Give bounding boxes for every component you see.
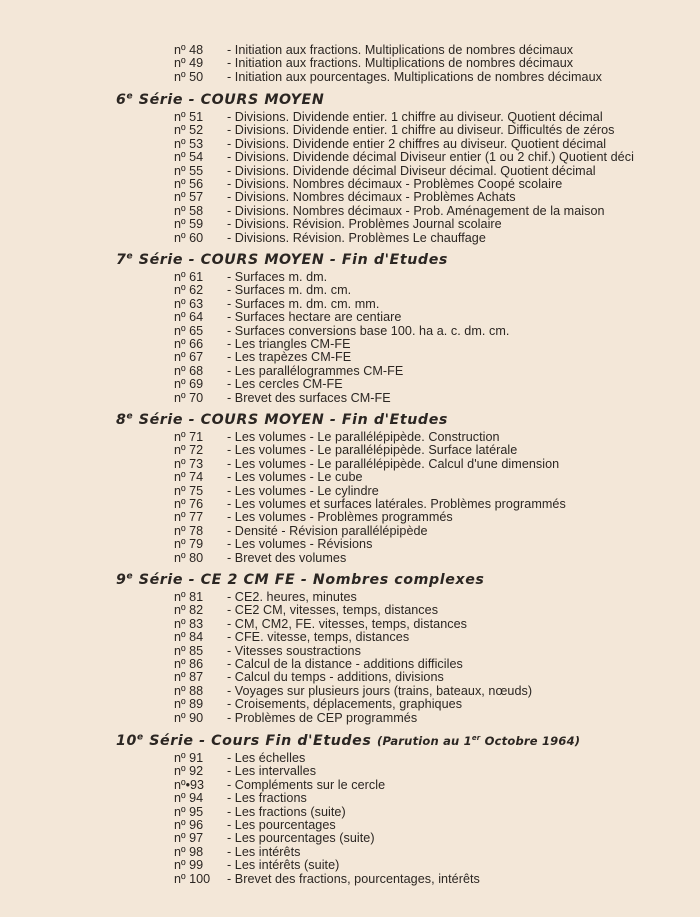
item-number: nº 81 [174,590,204,604]
list-item [0,698,700,711]
item-number: nº 67 [174,350,204,365]
item-number: nº 60 [174,230,204,245]
item-number: nº 68 [174,363,204,378]
list-item [0,311,700,324]
item-number: nº•93 [174,777,205,792]
list-item [0,191,700,204]
series-number: 9 [116,572,127,588]
item-title: - CE2 CM, vitesses, temps, distances [227,603,439,618]
list-item [0,232,700,245]
item-title: - Initiation aux pourcentages. Multiplications de nombres décimaux [227,69,603,84]
list-item [0,752,700,765]
item-number: nº 92 [174,764,204,779]
list-item [0,138,700,151]
item-number: nº 100 [174,871,211,886]
list-item [0,378,700,391]
list-item [0,124,700,137]
item-number: nº 50 [174,69,204,84]
item-title: - Divisions. Révision. Problèmes Journal scolaire [227,217,502,232]
item-number: nº 75 [174,483,204,498]
list-item [0,685,700,698]
item-title: - Surfaces m. dm. cm. mm. [227,296,380,311]
item-title: - Initiation aux fractions. Multiplications de nombres décimaux [227,56,574,71]
item-number: nº 57 [174,190,204,205]
item-number: nº 91 [174,751,204,765]
list-item [0,111,700,124]
list-item [0,591,700,604]
item-title: - Les fractions [227,791,307,806]
series-title: Série - CE 2 CM FE - Nombres complexes [138,572,485,588]
item-title: - Les intérêts (suite) [227,858,340,873]
list-item [0,525,700,538]
series-heading [116,89,700,111]
list-item [0,712,700,725]
item-number: nº 53 [174,136,204,151]
item-title: - Surfaces hectare are centiare [227,310,402,325]
list-item [0,671,700,684]
item-number: nº 97 [174,831,204,846]
item-title: - Les volumes - Le parallélépipède. Calcul d'une dimension [227,456,560,471]
item-number: nº 90 [174,710,204,725]
series-title: Série - Cours Fin d'Etudes [149,733,372,749]
item-title: - Vitesses soustractions [227,643,361,658]
series-number: 10 [116,733,137,749]
series-title: Série - COURS MOYEN - Fin d'Etudes [138,412,448,428]
list-item [0,44,700,57]
item-title: - Divisions. Dividende entier. 1 chiffre au diviseur. Difficultés de zéros [227,123,615,138]
item-title: - Les intérêts [227,844,301,859]
series-heading [116,730,700,752]
item-title: - Les intervalles [227,764,317,779]
item-number: nº 52 [174,123,204,138]
item-number: nº 84 [174,630,204,645]
item-title: - Les volumes - Le cylindre [227,483,379,498]
item-title: - Les volumes - Problèmes programmés [227,510,453,525]
list-item [0,298,700,311]
series-ordinal: e [126,411,134,422]
list-item [0,444,700,457]
item-number: nº 96 [174,817,204,832]
item-title: - Les pourcentages [227,817,336,832]
item-number: nº 72 [174,443,204,458]
item-title: - Les volumes - Révisions [227,537,373,552]
item-title: - Surfaces m. dm. [227,270,328,284]
item-title: - Les cercles CM-FE [227,377,343,392]
list-item [0,806,700,819]
item-number: nº 89 [174,697,204,712]
item-title: - Les pourcentages (suite) [227,831,375,846]
list-item [0,498,700,511]
item-number: nº 59 [174,217,204,232]
item-number: nº 87 [174,670,204,685]
list-item [0,71,700,84]
list-item [0,792,700,805]
series-title: Série - COURS MOYEN [138,92,325,108]
item-number: nº 80 [174,550,204,565]
list-item [0,165,700,178]
item-title: - Divisions. Nombres décimaux - Problèmes Achats [227,190,516,205]
list-item [0,351,700,364]
item-title: - Calcul du temps - additions, divisions [227,670,444,685]
item-number: nº 99 [174,858,204,873]
list-item [0,511,700,524]
list-item [0,151,700,164]
item-title: - Divisions. Révision. Problèmes Le chauffage [227,230,486,245]
list-item [0,392,700,405]
item-title: - Initiation aux fractions. Multiplications de nombres décimaux [227,43,574,57]
item-title: - Voyages sur plusieurs jours (trains, bateaux, nœuds) [227,683,533,698]
list-item [0,338,700,351]
item-title: - Surfaces conversions base 100. ha a. c. dm. cm. [227,323,510,338]
list-item [0,284,700,297]
series-number: 8 [116,412,127,428]
list-item [0,178,700,191]
item-title: - Surfaces m. dm. cm. [227,283,352,298]
list-item [0,218,700,231]
item-number: nº 56 [174,176,204,191]
item-number: nº 65 [174,323,204,338]
item-number: nº 98 [174,844,204,859]
list-item [0,538,700,551]
item-number: nº 69 [174,377,204,392]
series-number: 7 [116,252,127,268]
list-item [0,873,700,886]
top-items [0,44,700,84]
item-title: - Les triangles CM-FE [227,336,351,351]
list-item [0,819,700,832]
item-number: nº 62 [174,283,204,298]
series-ordinal: e [126,91,134,102]
item-title: - Problèmes de CEP programmés [227,710,418,725]
item-number: nº 88 [174,683,204,698]
item-title: - CM, CM2, FE. vitesses, temps, distances [227,616,467,631]
item-number: nº 64 [174,310,204,325]
item-title: - Brevet des volumes [227,550,347,565]
series-section [0,569,700,725]
series-ordinal: e [136,732,144,743]
item-title: - Brevet des surfaces CM-FE [227,390,391,405]
list-item [0,271,700,284]
item-title: - Densité - Révision parallélépipède [227,523,428,538]
item-number: nº 70 [174,390,204,405]
item-number: nº 73 [174,456,204,471]
item-title: - Les volumes et surfaces latérales. Problèmes programmés [227,496,566,511]
item-number: nº 74 [174,470,204,485]
series-title: Série - COURS MOYEN - Fin d'Etudes [138,252,448,268]
item-title: - Divisions. Dividende entier. 1 chiffre au diviseur. Quotient décimal [227,110,603,124]
item-number: nº 76 [174,496,204,511]
item-number: nº 58 [174,203,204,218]
item-number: nº 61 [174,270,204,284]
series-section [0,249,700,405]
item-title: - CE2. heures, minutes [227,590,357,604]
item-number: nº 95 [174,804,204,819]
series-ordinal: e [126,571,134,582]
item-title: - Compléments sur le cercle [227,777,386,792]
series-section [0,89,700,245]
series-heading [116,249,700,271]
item-title: - Les échelles [227,751,306,765]
item-title: - Divisions. Nombres décimaux - Prob. Aménagement de la maison [227,203,605,218]
list-item [0,552,700,565]
item-number: nº 49 [174,56,204,71]
item-title: - Les trapèzes CM-FE [227,350,352,365]
item-number: nº 94 [174,791,204,806]
list-item [0,458,700,471]
item-title: - Divisions. Dividende décimal Diviseur entier (1 ou 2 chif.) Quotient déci [227,150,634,165]
item-number: nº 83 [174,616,204,631]
publication-note: (Parution au 1er Octobre 1964) [377,734,581,748]
item-number: nº 86 [174,656,204,671]
list-item [0,645,700,658]
list-item [0,658,700,671]
series-section [0,730,700,886]
list-item [0,846,700,859]
list-item [0,618,700,631]
series-section [0,409,700,565]
list-item [0,431,700,444]
item-title: - Les parallélogrammes CM-FE [227,363,404,378]
item-number: nº 79 [174,537,204,552]
list-item [0,631,700,644]
item-number: nº 78 [174,523,204,538]
list-item [0,365,700,378]
series-heading [116,409,700,431]
item-title: - Les volumes - Le parallélépipède. Construction [227,430,500,444]
item-title: - Les volumes - Le parallélépipède. Surface latérale [227,443,518,458]
series-number: 6 [116,92,127,108]
series-heading [116,569,700,591]
item-number: nº 66 [174,336,204,351]
item-number: nº 51 [174,110,204,124]
list-item [0,604,700,617]
item-title: - Les fractions (suite) [227,804,346,819]
item-title: - Les volumes - Le cube [227,470,363,485]
item-title: - Croisements, déplacements, graphiques [227,697,463,712]
series-ordinal: e [126,251,134,262]
list-item [0,485,700,498]
item-title: - Calcul de la distance - additions difficiles [227,656,463,671]
list-item [0,765,700,778]
item-title: - Brevet des fractions, pourcentages, intérêts [227,871,480,886]
list-item [0,832,700,845]
list-item [0,57,700,70]
item-number: nº 54 [174,150,204,165]
list-item [0,325,700,338]
list-item [0,205,700,218]
item-number: nº 48 [174,43,204,57]
item-number: nº 55 [174,163,204,178]
list-item [0,779,700,792]
item-title: - CFE. vitesse, temps, distances [227,630,410,645]
item-number: nº 85 [174,643,204,658]
list-item [0,859,700,872]
item-number: nº 71 [174,430,204,444]
item-number: nº 77 [174,510,204,525]
item-title: - Divisions. Dividende entier 2 chiffres au diviseur. Quotient décimal [227,136,607,151]
item-title: - Divisions. Dividende décimal Diviseur décimal. Quotient décimal [227,163,596,178]
item-number: nº 63 [174,296,204,311]
list-item [0,471,700,484]
item-number: nº 82 [174,603,204,618]
item-title: - Divisions. Nombres décimaux - Problèmes Coopé scolaire [227,176,563,191]
